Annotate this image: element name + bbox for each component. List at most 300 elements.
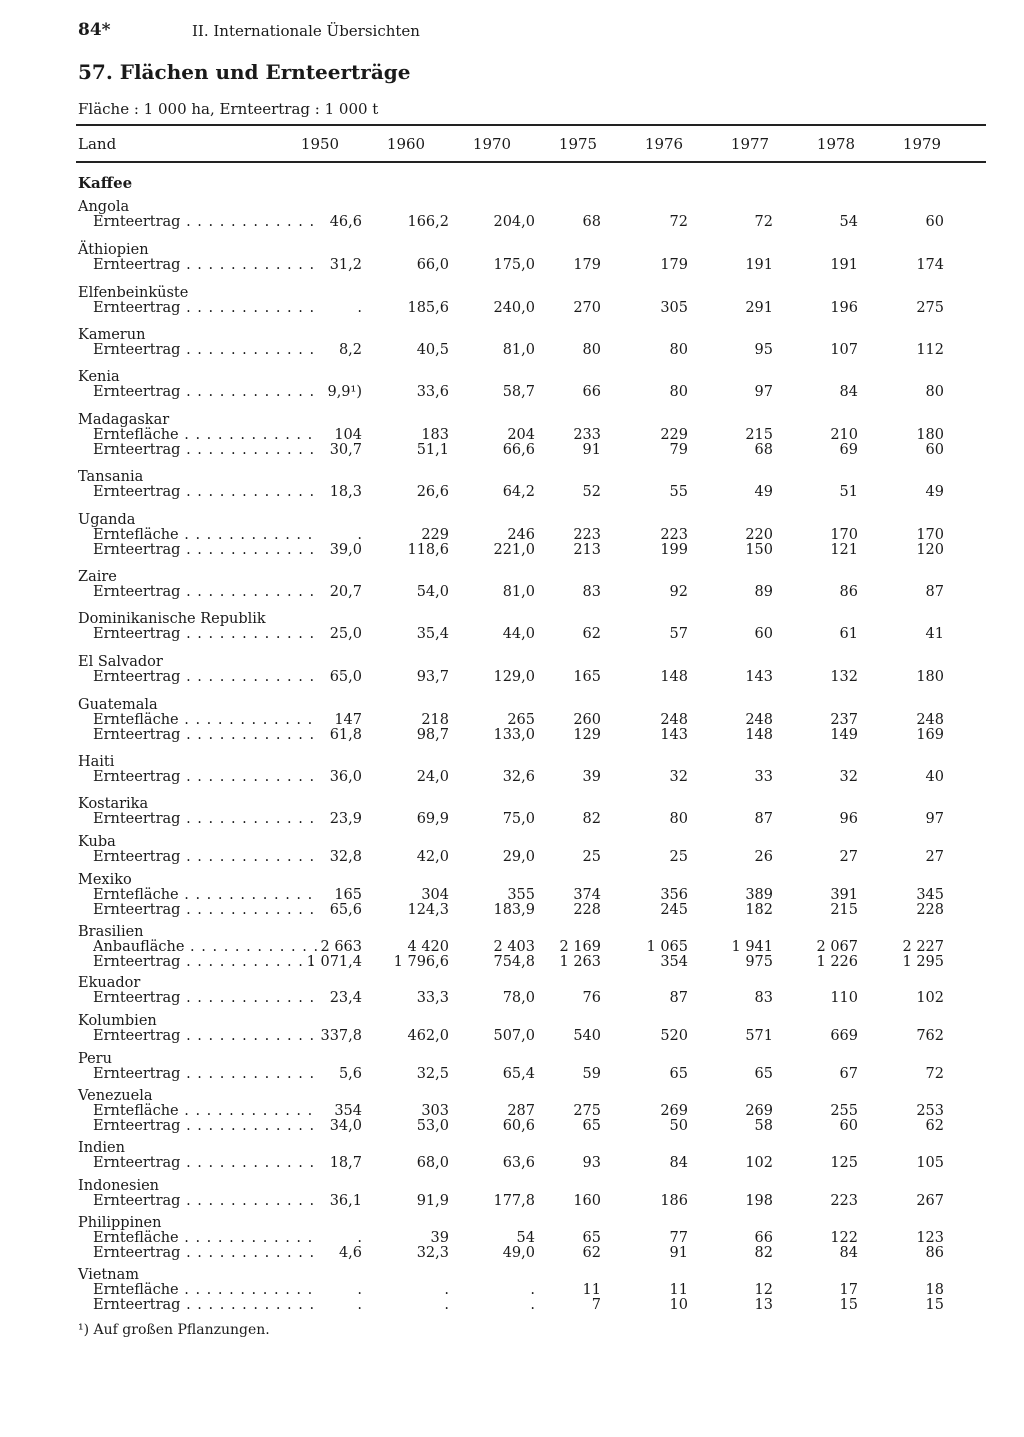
value-cell: 66 [582,384,601,400]
leader-dots: . . . . . . . . . . . . [180,769,316,785]
value-cell: 77 [669,1230,688,1246]
value-cell: 58,7 [502,384,535,400]
value-cell: 143 [660,727,688,743]
country-name: Venezuela [78,1088,153,1104]
page-header [78,20,420,40]
value-cell: 54 [516,1230,535,1246]
value-cell: 91 [582,442,601,458]
value-cell: 93,7 [416,669,449,685]
value-cell: . [357,1282,362,1298]
country-name: Kuba [78,834,116,850]
value-cell: 228 [573,902,601,918]
row-label-text: Erntefläche [93,1282,179,1298]
table-row [0,1194,1024,1209]
value-cell: . [357,527,362,543]
value-cell: 160 [573,1193,601,1209]
value-cell: 68 [754,442,773,458]
value-cell: 104 [334,427,362,443]
leader-dots: . . . . . . . . . . . . [180,626,316,642]
table-row [0,670,1024,685]
value-cell: 41 [925,626,944,642]
leader-dots: . . . . . . . . . . . . [180,990,316,1006]
value-cell: 229 [660,427,688,443]
value-cell: 78,0 [502,990,535,1006]
value-cell: 36,0 [329,769,362,785]
table-row [0,215,1024,230]
value-cell: 32 [839,769,858,785]
value-cell: 67 [839,1066,858,1082]
value-cell: 132 [830,669,858,685]
value-cell: 221,0 [493,542,535,558]
value-cell: 65 [669,1066,688,1082]
country-name: Haiti [78,754,115,770]
value-cell: 79 [669,442,688,458]
row-label-text: Erntefläche [93,427,179,443]
table-row [0,903,1024,918]
country-name: Philippinen [78,1215,162,1231]
value-cell: 13 [754,1297,773,1313]
value-cell: 1 226 [816,954,858,970]
value-cell: 49,0 [502,1245,535,1261]
country-name: Madagaskar [78,412,170,428]
value-cell: 345 [916,887,944,903]
value-cell: 33 [754,769,773,785]
country-name: Mexiko [78,872,132,888]
country-name: Peru [78,1051,112,1067]
value-cell: 389 [745,887,773,903]
value-cell: 93 [582,1155,601,1171]
column-header-year: 1970 [472,135,512,153]
country-name: Guatemala [78,697,158,713]
value-cell: . [357,1230,362,1246]
row-label-text: Ernteertrag [93,849,181,865]
value-cell: 32 [669,769,688,785]
row-label-text: Ernteertrag [93,669,181,685]
row-label-text: Erntefläche [93,1230,179,1246]
value-cell: 86 [839,584,858,600]
row-label-text: Ernteertrag [93,384,181,400]
value-cell: 81,0 [502,342,535,358]
value-cell: 245 [660,902,688,918]
value-cell: 180 [916,669,944,685]
value-cell: 65 [582,1118,601,1134]
leader-dots: . . . . . . . . . . . . [178,427,314,443]
value-cell: 213 [573,542,601,558]
table-row [0,1156,1024,1171]
value-cell: 175,0 [493,257,535,273]
row-label [93,713,313,728]
table-row [0,528,1024,543]
row-label-text: Erntefläche [93,887,179,903]
leader-dots: . . . . . . . . . . . . [180,669,316,685]
value-cell: 86 [925,1245,944,1261]
leader-dots: . . . . . . . . . . . . [180,257,316,273]
value-cell: 40,5 [416,342,449,358]
value-cell: 33,6 [416,384,449,400]
value-cell: 112 [916,342,944,358]
country-name: Zaire [78,569,117,585]
value-cell: 60,6 [502,1118,535,1134]
table-row [0,1298,1024,1313]
country-name: Angola [78,199,130,215]
row-label-text: Anbaufläche [93,939,185,955]
value-cell: 53,0 [416,1118,449,1134]
value-cell: 60 [925,214,944,230]
leader-dots: . . . . . . . . . . . . [178,527,314,543]
value-cell: 42,0 [416,849,449,865]
leader-dots: . . . . . . . . . . . . [180,1155,316,1171]
value-cell: 66 [754,1230,773,1246]
value-cell: 196 [830,300,858,316]
value-cell: 123 [916,1230,944,1246]
value-cell: 80 [669,342,688,358]
page-number: 84* [78,20,111,40]
value-cell: 10 [669,1297,688,1313]
value-cell: 304 [421,887,449,903]
value-cell: 83 [754,990,773,1006]
row-label-text: Ernteertrag [93,442,181,458]
value-cell: 32,3 [416,1245,449,1261]
value-cell: 571 [745,1028,773,1044]
value-cell: 148 [660,669,688,685]
value-cell: 255 [830,1103,858,1119]
value-cell: 44,0 [502,626,535,642]
value-cell: 27 [925,849,944,865]
value-cell: 148 [745,727,773,743]
value-cell: 84 [669,1155,688,1171]
table-row [0,812,1024,827]
leader-dots: . . . . . . . . . . . . [180,1066,316,1082]
table-row [0,713,1024,728]
value-cell: 248 [745,712,773,728]
value-cell: 183 [421,427,449,443]
value-cell: 95 [754,342,773,358]
row-label-text: Ernteertrag [93,584,181,600]
value-cell: 31,2 [329,257,362,273]
value-cell: 62 [582,626,601,642]
value-cell: 166,2 [407,214,449,230]
value-cell: 129 [573,727,601,743]
table-row [0,385,1024,400]
value-cell: . [530,1297,535,1313]
value-cell: 9,9¹) [327,384,362,400]
value-cell: 118,6 [407,542,449,558]
row-label-text: Ernteertrag [93,954,181,970]
value-cell: 11 [669,1282,688,1298]
value-cell: 46,6 [329,214,362,230]
value-cell: 62 [925,1118,944,1134]
value-cell: 975 [745,954,773,970]
value-cell: 150 [745,542,773,558]
value-cell: 391 [830,887,858,903]
table-row [0,728,1024,743]
value-cell: 275 [573,1103,601,1119]
value-cell: 199 [660,542,688,558]
value-cell: 65,6 [329,902,362,918]
country-name: Uganda [78,512,136,528]
value-cell: 174 [916,257,944,273]
value-cell: 275 [916,300,944,316]
header-rule [76,161,986,163]
leader-dots: . . . . . . . . . . . . [180,1193,316,1209]
value-cell: 253 [916,1103,944,1119]
value-cell: 105 [916,1155,944,1171]
row-label-text: Ernteertrag [93,1118,181,1134]
value-cell: 198 [745,1193,773,1209]
value-cell: 65 [582,1230,601,1246]
leader-dots: . . . . . . . . . . . . [178,1230,314,1246]
leader-dots: . . . . . . . . . . . . [180,342,316,358]
table-row [0,850,1024,865]
value-cell: 69,9 [416,811,449,827]
footnote: ¹) Auf großen Pflanzungen. [78,1322,270,1338]
value-cell: 32,5 [416,1066,449,1082]
value-cell: 1 263 [559,954,601,970]
leader-dots: . . . . . . . . . . . . [180,300,316,316]
value-cell: 15 [839,1297,858,1313]
value-cell: 165 [573,669,601,685]
value-cell: 125 [830,1155,858,1171]
value-cell: 97 [754,384,773,400]
value-cell: 237 [830,712,858,728]
value-cell: 240,0 [493,300,535,316]
table-row [0,770,1024,785]
value-cell: 129,0 [493,669,535,685]
value-cell: 229 [421,527,449,543]
value-cell: 25 [582,849,601,865]
value-cell: 61 [839,626,858,642]
value-cell: 25 [669,849,688,865]
value-cell: 89 [754,584,773,600]
value-cell: 80 [925,384,944,400]
value-cell: 149 [830,727,858,743]
value-cell: . [444,1297,449,1313]
value-cell: 1 065 [646,939,688,955]
value-cell: 1 941 [731,939,773,955]
country-name: Kenia [78,369,120,385]
leader-dots: . . . . . . . . . . . . [180,727,316,743]
row-label-text: Ernteertrag [93,1193,181,1209]
value-cell: 87 [925,584,944,600]
table-row [0,301,1024,316]
value-cell: 64,2 [502,484,535,500]
value-cell: 26,6 [416,484,449,500]
column-header-year: 1977 [730,135,770,153]
value-cell: 96 [839,811,858,827]
value-cell: 1 796,6 [393,954,449,970]
table-row [0,443,1024,458]
value-cell: 30,7 [329,442,362,458]
value-cell: 66,6 [502,442,535,458]
value-cell: 17 [839,1282,858,1298]
value-cell: . [530,1282,535,1298]
value-cell: 11 [582,1282,601,1298]
value-cell: 91,9 [416,1193,449,1209]
value-cell: 269 [660,1103,688,1119]
leader-dots: . . . . . . . . . . . . [178,1282,314,1298]
leader-dots: . . . . . . . . . . . . [180,1245,316,1261]
value-cell: 110 [830,990,858,1006]
country-name: Vietnam [78,1267,139,1283]
row-label-text: Ernteertrag [93,902,181,918]
value-cell: 223 [660,527,688,543]
value-cell: 29,0 [502,849,535,865]
country-name: Elfenbeinküste [78,285,189,301]
value-cell: 754,8 [493,954,535,970]
value-cell: 49 [925,484,944,500]
value-cell: 107 [830,342,858,358]
value-cell: 65 [754,1066,773,1082]
value-cell: 260 [573,712,601,728]
value-cell: 182 [745,902,773,918]
value-cell: 60 [925,442,944,458]
top-rule [76,124,986,126]
country-name: Indonesien [78,1178,159,1194]
value-cell: 62 [582,1245,601,1261]
value-cell: 133,0 [493,727,535,743]
value-cell: 83 [582,584,601,600]
row-label-text: Ernteertrag [93,811,181,827]
value-cell: 303 [421,1103,449,1119]
value-cell: 220 [745,527,773,543]
value-cell: 270 [573,300,601,316]
row-label [93,428,313,443]
leader-dots: . . . . . . . . . . . . [180,1118,316,1134]
country-name: El Salvador [78,654,163,670]
table-row [0,955,1024,970]
value-cell: 177,8 [493,1193,535,1209]
value-cell: 82 [754,1245,773,1261]
value-cell: 57 [669,626,688,642]
leader-dots: . . . . . . . . . . . . [184,939,320,955]
row-label-text: Ernteertrag [93,300,181,316]
leader-dots: . . . . . . . . . . . . [178,712,314,728]
row-label [93,1283,313,1298]
value-cell: 61,8 [329,727,362,743]
value-cell: 305 [660,300,688,316]
value-cell: 170 [830,527,858,543]
row-label-text: Erntefläche [93,1103,179,1119]
leader-dots: . . . . . . . . . . . . [180,542,316,558]
value-cell: 87 [669,990,688,1006]
value-cell: 33,3 [416,990,449,1006]
column-header-year: 1979 [902,135,942,153]
table-row [0,258,1024,273]
value-cell: 354 [660,954,688,970]
row-label-text: Ernteertrag [93,1297,181,1313]
value-cell: 267 [916,1193,944,1209]
value-cell: 65,4 [502,1066,535,1082]
value-cell: 165 [334,887,362,903]
value-cell: 462,0 [407,1028,449,1044]
value-cell: 55 [669,484,688,500]
row-label-text: Ernteertrag [93,727,181,743]
column-header-year: 1978 [816,135,856,153]
leader-dots: . . . . . . . . . . . . [180,1028,316,1044]
row-label-text: Ernteertrag [93,990,181,1006]
value-cell: 102 [916,990,944,1006]
value-cell: 63,6 [502,1155,535,1171]
value-cell: 355 [507,887,535,903]
row-label [93,1104,313,1119]
row-label-text: Ernteertrag [93,257,181,273]
value-cell: 84 [839,384,858,400]
units-note: Fläche : 1 000 ha, Ernteertrag : 1 000 t [78,100,379,118]
value-cell: 26 [754,849,773,865]
leader-dots: . . . . . . . . . . . . [180,484,316,500]
value-cell: 4,6 [338,1245,362,1261]
value-cell: 191 [745,257,773,273]
value-cell: 7 [591,1297,601,1313]
row-label-text: Ernteertrag [93,214,181,230]
value-cell: 65,0 [329,669,362,685]
leader-dots: . . . . . . . . . . . . [180,902,316,918]
value-cell: 58 [754,1118,773,1134]
value-cell: 24,0 [416,769,449,785]
row-label-text: Ernteertrag [93,626,181,642]
value-cell: 762 [916,1028,944,1044]
value-cell: 191 [830,257,858,273]
leader-dots: . . . . . . . . . . . . [180,811,316,827]
country-name: Kamerun [78,327,146,343]
value-cell: 2 227 [902,939,944,955]
country-name: Indien [78,1140,125,1156]
column-header-land: Land [78,135,117,153]
row-label-text: Erntefläche [93,527,179,543]
value-cell: 183,9 [493,902,535,918]
value-cell: 27 [839,849,858,865]
value-cell: 97 [925,811,944,827]
value-cell: 54 [839,214,858,230]
value-cell: 122 [830,1230,858,1246]
value-cell: . [444,1282,449,1298]
value-cell: 80 [669,384,688,400]
value-cell: 98,7 [416,727,449,743]
leader-dots: . . . . . . . . . . . . [180,442,316,458]
value-cell: 356 [660,887,688,903]
value-cell: 80 [582,342,601,358]
value-cell: 120 [916,542,944,558]
table-row [0,1246,1024,1261]
value-cell: 265 [507,712,535,728]
value-cell: 50 [669,1118,688,1134]
value-cell: 60 [754,626,773,642]
value-cell: 204 [507,427,535,443]
table-row [0,485,1024,500]
table-row [0,585,1024,600]
table-row [0,543,1024,558]
value-cell: 92 [669,584,688,600]
value-cell: 12 [754,1282,773,1298]
row-label-text: Ernteertrag [93,769,181,785]
value-cell: 147 [334,712,362,728]
table-row [0,428,1024,443]
table-row [0,888,1024,903]
value-cell: 179 [573,257,601,273]
value-cell: 18 [925,1282,944,1298]
value-cell: 15 [925,1297,944,1313]
value-cell: 228 [916,902,944,918]
leader-dots: . . . . . . . . . . . . [178,887,314,903]
row-label [93,528,313,543]
value-cell: . [357,300,362,316]
row-label-text: Ernteertrag [93,1028,181,1044]
value-cell: 40 [925,769,944,785]
table-title: 57. Flächen und Ernteerträge [78,60,411,84]
value-cell: 520 [660,1028,688,1044]
value-cell: 49 [754,484,773,500]
value-cell: 179 [660,257,688,273]
